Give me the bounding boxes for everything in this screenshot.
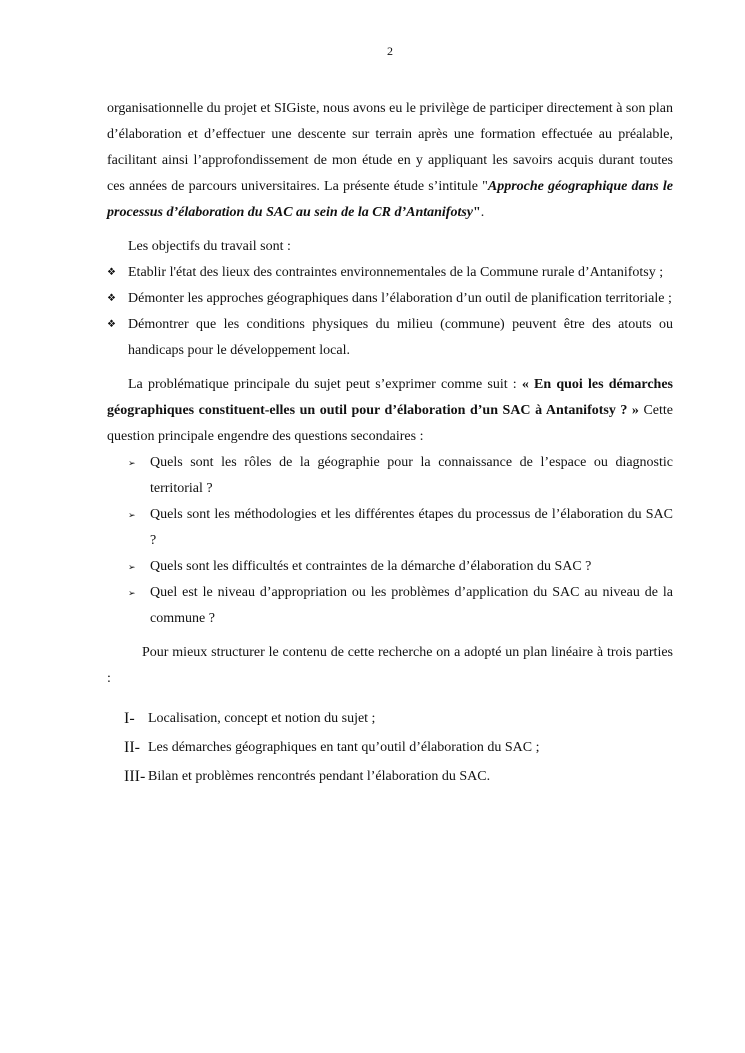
list-item [107,580,673,632]
intro-text: organisationnelle du projet et SIGiste, nous avons eu le privilège de participer directement à son plan d’élaboration et d’effectuer une descente sur terrain après une formation effectuée au préalable, facilitant ainsi l’approfondissement de mon étude en y appliquant les savoirs acquis durant toutes ces années de parcours universitaires. La présente étude s’intitule " [107,101,673,194]
question-text: Quels sont les difficultés et contraintes de la démarche d’élaboration du SAC ? [150,559,592,574]
intro-end: . [480,205,485,220]
list-item [107,502,673,554]
objectives-heading: Les objectifs du travail sont : [128,239,291,254]
arrow-bullet-icon: ➢ [128,458,136,468]
part-numeral: II- [124,739,140,756]
page-number: 2 [387,44,393,58]
diamond-bullet-icon: ❖ [107,267,116,278]
question-text: Quel est le niveau d’appropriation ou les problèmes d’application du SAC au niveau de la commune ? [150,585,673,626]
objective-text: Démonter les approches géographiques dans l’élaboration d’un outil de planification territoriale ; [128,291,672,306]
plan-list [107,704,673,791]
problematic-lead: La problématique principale du sujet peut s’exprimer comme suit : [128,377,522,392]
secondary-questions-list [107,450,673,632]
part-numeral: III- [124,768,146,785]
intro-paragraph [107,96,673,226]
list-item [107,762,673,791]
title-close-quote: " [473,205,481,220]
list-item [107,450,673,502]
list-item [107,733,673,762]
problematic-tail: Cette question principale engendre des questions secondaires : [107,403,674,444]
part-label: Bilan et problèmes rencontrés pendant l’élaboration du SAC. [148,769,491,784]
main-question: « En quoi les démarches géographiques constituent-elles un outil pour d’élaboration d’un SAC à Antanifotsy ? » [107,377,673,418]
study-title: Approche géographique dans le processus d’élaboration du SAC au sein de la CR d’Antanifotsy [107,179,674,220]
part-label: Les démarches géographiques en tant qu’outil d’élaboration du SAC ; [148,740,540,755]
list-item [107,704,673,733]
objectives-list [107,260,673,364]
arrow-bullet-icon: ➢ [128,588,136,598]
arrow-bullet-icon: ➢ [128,510,136,520]
part-label: Localisation, concept et notion du sujet ; [148,711,376,726]
problematic-paragraph [107,372,673,450]
diamond-bullet-icon: ❖ [107,319,116,330]
list-item [107,312,673,364]
structure-paragraph: Pour mieux structurer le contenu de cette recherche on a adopté un plan linéaire à trois parties : [107,645,673,686]
arrow-bullet-icon: ➢ [128,562,136,572]
question-text: Quels sont les rôles de la géographie pour la connaissance de l’espace ou diagnostic territorial ? [150,455,673,496]
diamond-bullet-icon: ❖ [107,293,116,304]
list-item [107,554,673,580]
part-numeral: I- [124,710,135,727]
list-item [107,260,673,286]
objective-text: Etablir l'état des lieux des contraintes environnementales de la Commune rurale d’Antanifotsy ; [128,265,664,280]
list-item [107,286,673,312]
document-body [107,96,673,791]
objective-text: Démontrer que les conditions physiques du milieu (commune) peuvent être des atouts ou handicaps pour le développement local. [128,317,673,358]
question-text: Quels sont les méthodologies et les différentes étapes du processus de l’élaboration du SAC ? [150,507,673,548]
